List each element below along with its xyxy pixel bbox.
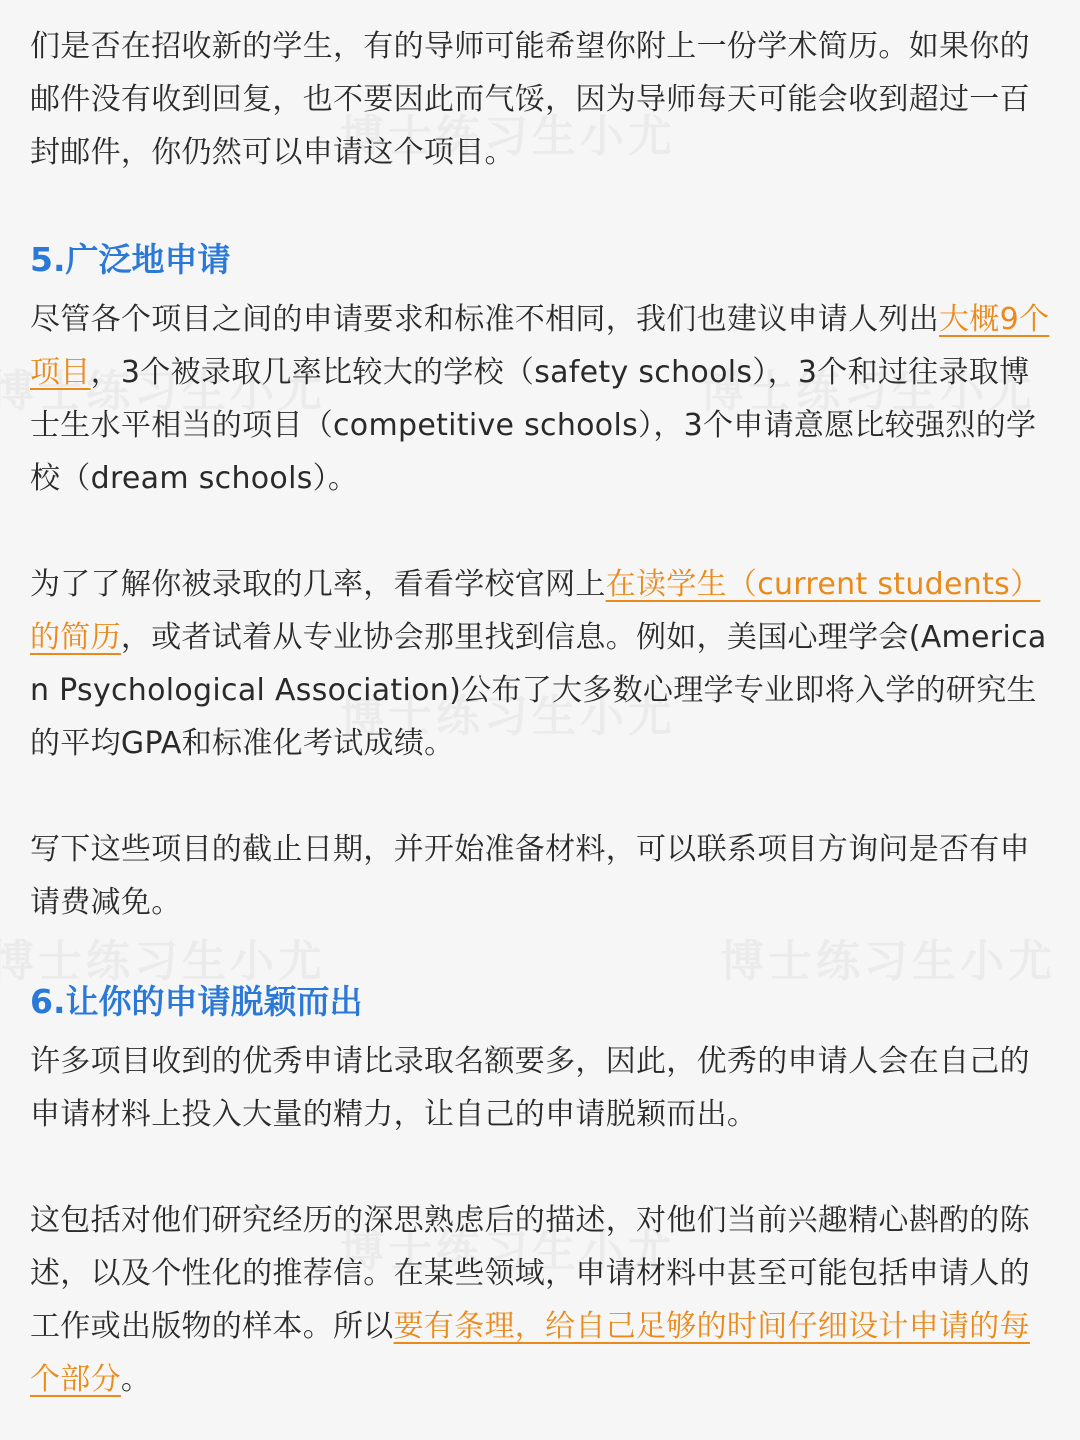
paragraph-text: 这包括对他们研究经历的深思熟虑后的描述，对他们当前兴趣精心斟酌的陈述，以及个性化的推荐信。在某些领域，申请材料中甚至可能包括申请人的工作或出版物的样本。所以 <box>30 1203 1030 1344</box>
intro-paragraph: 们是否在招收新的学生，有的导师可能希望你附上一份学术简历。如果你的邮件没有收到回复，也不要因此而气馁，因为导师每天可能会收到超过一百封邮件，你仍然可以申请这个项目。 <box>30 29 1030 170</box>
highlight-link[interactable]: 要有条理，给自己足够的时间仔细设计申请的每个部分 <box>30 1309 1030 1397</box>
section-5-paragraph-3: 写下这些项目的截止日期，并开始准备材料，可以联系项目方询问是否有申请费减免。 <box>30 832 1030 920</box>
paragraph-text: ，或者试着从专业协会那里找到信息。例如，美国心理学会(American Psychological Association)公布了大多数心理学专业即将入学的研究生的平均GPA和标准化考试成绩。 <box>30 620 1047 761</box>
section-5-paragraph-2 <box>30 558 1050 770</box>
section-5-paragraph-1 <box>30 293 1050 505</box>
highlight-link[interactable]: 在读学生（current students）的简历 <box>30 567 1041 655</box>
article-body <box>30 20 1050 1406</box>
paragraph-text: ，3个被录取几率比较大的学校（safety schools），3个和过往录取博士生水平相当的项目（competitive schools），3个申请意愿比较强烈的学校（dream schools）。 <box>30 355 1037 496</box>
paragraph-text: 。 <box>120 1362 152 1397</box>
section-6-paragraph-2 <box>30 1194 1050 1406</box>
paragraph-text: 为了了解你被录取的几率，看看学校官网上 <box>30 567 606 602</box>
highlight-link[interactable]: 大概9个项目 <box>30 302 1050 390</box>
section-6-heading: 6.让你的申请脱颖而出 <box>30 982 363 1021</box>
section-6-paragraph-1: 许多项目收到的优秀申请比录取名额要多，因此，优秀的申请人会在自己的申请材料上投入大量的精力，让自己的申请脱颖而出。 <box>30 1044 1030 1132</box>
section-5-heading: 5.广泛地申请 <box>30 240 231 279</box>
paragraph-text: 尽管各个项目之间的申请要求和标准不相同，我们也建议申请人列出 <box>30 302 939 337</box>
